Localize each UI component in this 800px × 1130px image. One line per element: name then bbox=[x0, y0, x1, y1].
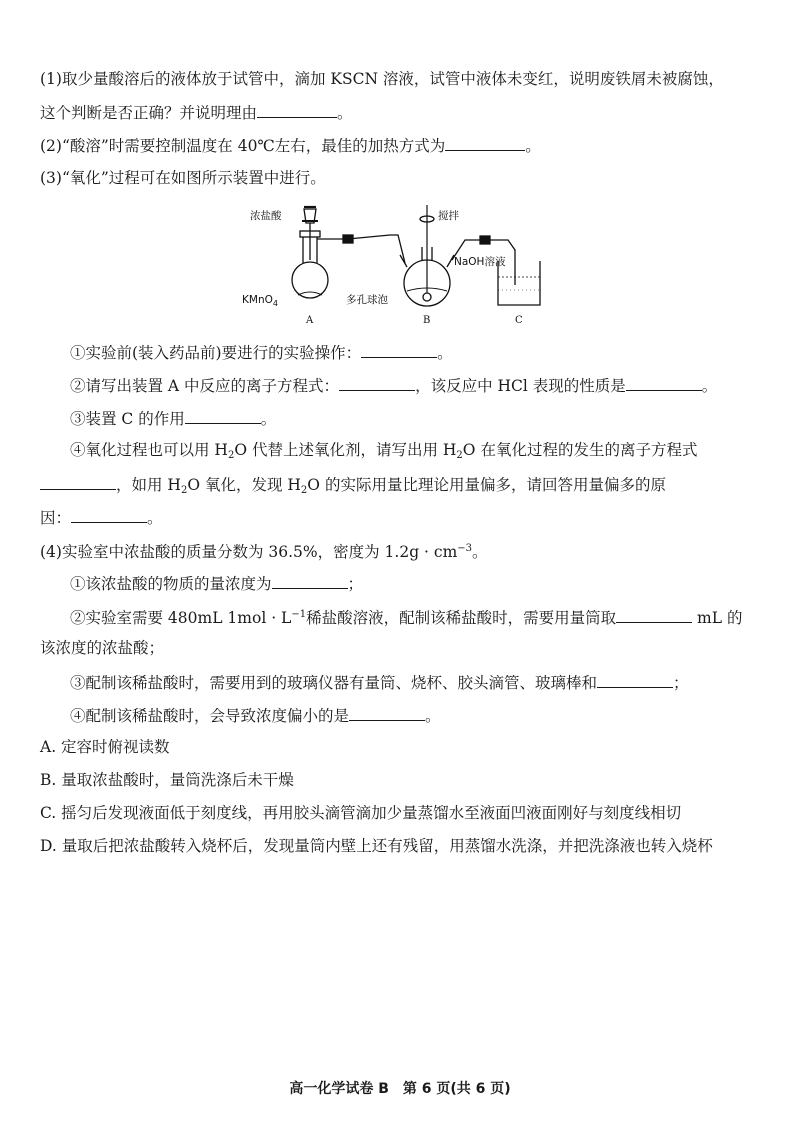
option-d[interactable]: D. 量取后把浓盐酸转入烧杯后，发现量筒内壁上还有残留，用蒸馏水洗涤，并把洗涤液也转入烧杯 bbox=[40, 837, 713, 855]
apparatus-diagram bbox=[240, 205, 560, 330]
label-naoh: NaOH溶液 bbox=[454, 256, 506, 268]
option-b[interactable]: B. 量取浓盐酸时，量筒洗涤后未干燥 bbox=[40, 771, 294, 789]
q3-sub3: ③装置 C 的作用 。 bbox=[70, 406, 790, 430]
q3-sub4-line3: 因： 。 bbox=[40, 505, 760, 529]
option-c[interactable]: C. 摇匀后发现液面低于刻度线，再用胶头滴管滴加少量蒸馏水至液面凹液面刚好与刻度线相切 bbox=[40, 804, 682, 822]
tube-a-to-b bbox=[317, 235, 405, 263]
label-stir: 搅拌 bbox=[438, 210, 459, 222]
q1-line1: (1)取少量酸溶后的液体放于试管中，滴加 KSCN 溶液，试管中液体未变红，说明废铁屑未被腐蚀， bbox=[40, 70, 724, 88]
q2-line: (2)“酸溶”时需要控制温度在 40℃左右，最佳的加热方式为 。 bbox=[40, 133, 760, 157]
tube-clamp bbox=[480, 236, 490, 244]
page-footer: 高一化学试卷 B 第 6 页(共 6 页) bbox=[289, 1081, 511, 1097]
q3-sub2: ②请写出装置 A 中反应的离子方程式： ，该反应中 HCl 表现的性质是 。 bbox=[70, 373, 790, 397]
q3-sub4-line2: ，如用 $H_2O$ 氧化，发现 $H_2O$ 的实际用量比理论用量偏多，请回答用量偏多的原 bbox=[40, 472, 760, 502]
q3-intro: (3)“氧化”过程可在如图所示装置中进行。 bbox=[40, 169, 326, 187]
answer-blank[interactable] bbox=[445, 133, 525, 151]
q4-sub1: ①该浓盐酸的物质的量浓度为 ； bbox=[70, 571, 790, 595]
answer-blank[interactable] bbox=[71, 505, 147, 523]
q3-sub4-line1: ④氧化过程也可以用 $H_2O$ 代替上述氧化剂，请写出用 $H_2O$ 在氧化过程的发生的离子方程式 bbox=[70, 441, 698, 461]
q4-sub4: ④配制该稀盐酸时，会导致浓度偏小的是 。 bbox=[70, 703, 790, 727]
label-conc-hcl: 浓盐酸 bbox=[250, 210, 282, 222]
option-a[interactable]: A. 定容时俯视读数 bbox=[40, 738, 170, 756]
answer-blank[interactable] bbox=[349, 703, 425, 721]
label-b: B bbox=[423, 315, 431, 326]
answer-blank[interactable] bbox=[616, 605, 692, 623]
answer-blank[interactable] bbox=[257, 100, 337, 118]
q4-intro: (4)实验室中浓盐酸的质量分数为 36.5%，密度为 $1.2g \cdot cm^{-3}$。 bbox=[40, 543, 488, 561]
answer-blank[interactable] bbox=[626, 373, 702, 391]
label-kmno4: KMnO$_4$ bbox=[242, 294, 278, 308]
answer-blank[interactable] bbox=[339, 373, 415, 391]
q4-sub2-line2: 该浓度的浓盐酸； bbox=[40, 639, 165, 657]
tube-clamp bbox=[343, 235, 353, 243]
answer-blank[interactable] bbox=[40, 472, 116, 490]
answer-blank[interactable] bbox=[361, 340, 437, 358]
label-c: C bbox=[515, 315, 523, 326]
answer-blank[interactable] bbox=[597, 670, 673, 688]
label-a: A bbox=[306, 315, 314, 326]
q1-line2: 这个判断是否正确？并说明理由 。 bbox=[40, 100, 760, 124]
q4-sub2-line1: ②实验室需要 480mL $1mol \cdot L^{-1}$稀盐酸溶液，配制该稀盐酸时，需要用量筒取 mL 的 bbox=[70, 604, 790, 629]
answer-blank[interactable] bbox=[185, 406, 261, 424]
label-bubbler: 多孔球泡 bbox=[346, 294, 388, 306]
q3-sub1: ①实验前(装入药品前)要进行的实验操作： 。 bbox=[70, 340, 790, 364]
answer-blank[interactable] bbox=[272, 571, 348, 589]
q4-sub3: ③配制该稀盐酸时，需要用到的玻璃仪器有量筒、烧杯、胶头滴管、玻璃棒和 ； bbox=[70, 670, 790, 694]
